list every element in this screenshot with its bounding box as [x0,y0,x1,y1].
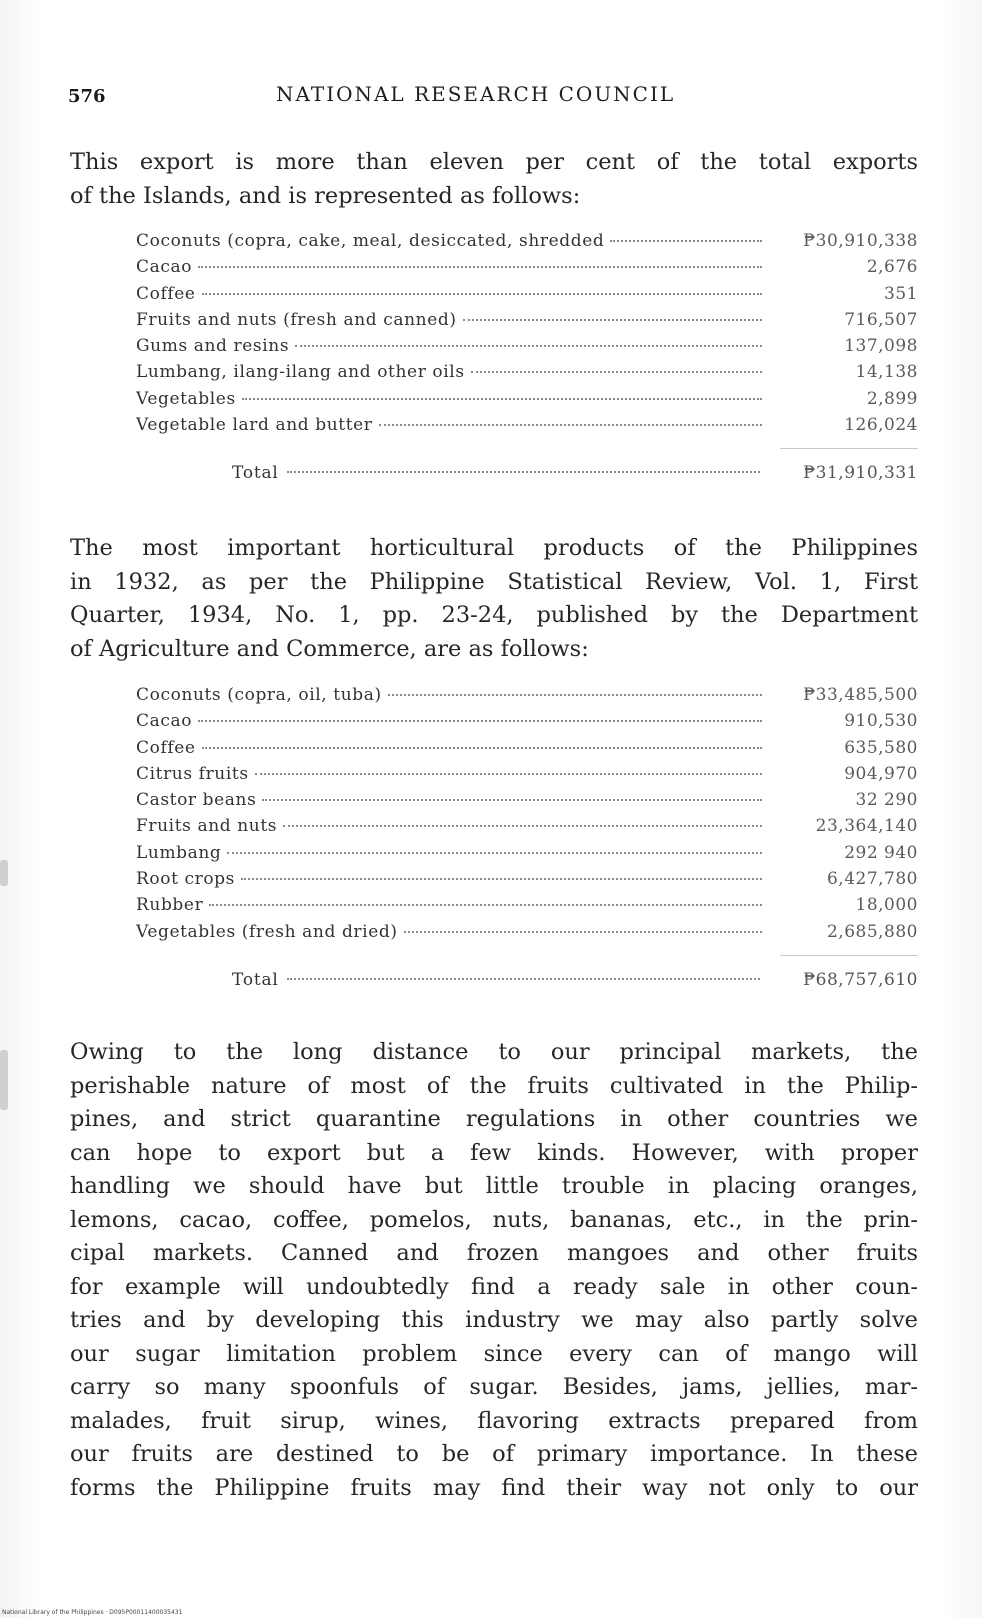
paragraph-line: perishable nature of most of the fruits cultivated in the Philip- [70,1072,918,1099]
row-label: Rubber [136,895,204,916]
row-label: Lumbang [136,842,222,863]
dot-leader [241,878,762,880]
paragraph-line: can hope to export but a few kinds. However, with proper [70,1139,918,1166]
table-row [136,386,918,412]
row-label: Gums and resins [136,336,290,357]
row-value: 2,676 [866,257,918,278]
paragraph-line: carry so many spoonfuls of sugar. Besides, jams, jellies, mar- [70,1374,918,1400]
row-value: 6,427,780 [826,869,918,890]
dot-leader [262,799,762,801]
paragraph-line: in 1932, as per the Philippine Statistical Review, Vol. 1, First [70,568,918,595]
row-value: 351 [884,283,918,304]
running-head: NATIONAL RESEARCH COUNCIL [276,82,676,106]
paragraph-line: pines, and strict quarantine regulations in other countries we [70,1106,918,1132]
row-value: 18,000 [855,895,918,916]
table-row [136,333,918,359]
dot-leader [287,471,760,473]
page-header [68,82,918,114]
exports-table [136,228,918,487]
total-rule [780,955,918,956]
dot-leader [198,266,762,268]
dot-leader [209,904,762,906]
row-label: Cacao [136,711,193,732]
table-row [136,735,918,761]
row-value: 292 940 [844,842,918,863]
total-label: Total [232,969,279,990]
row-label: Coconuts (copra, oil, tuba) [136,685,382,705]
paragraph-line: of Agriculture and Commerce, are as follows: [70,635,589,662]
dot-leader [463,319,762,321]
dot-leader [610,240,762,242]
table-row [136,787,918,813]
dot-leader [202,747,762,749]
table-row [136,892,918,918]
row-value: 126,024 [844,415,918,436]
dot-leader [198,720,762,722]
margin-artifact [0,1050,8,1110]
dot-leader [404,931,762,933]
table-row [136,708,918,734]
dot-leader [202,293,762,295]
total-value: ₱68,757,610 [803,969,918,990]
row-value: 2,899 [866,388,918,409]
row-label: Castor beans [136,790,257,811]
table-row [136,840,918,866]
paragraph-line: forms the Philippine fruits may find their way not only to our [70,1474,918,1501]
dot-leader [255,773,762,775]
total-label: Total [232,463,279,484]
row-label: Fruits and nuts (fresh and canned) [136,309,457,330]
table-row [136,254,918,280]
row-label: Cacao [136,257,193,278]
table-row [136,761,918,787]
row-value: 23,364,140 [815,816,918,837]
table-row [136,866,918,892]
dot-leader [287,978,760,980]
paragraph-line: our sugar limitation problem since every can of mango will [70,1340,918,1367]
total-row [136,966,918,994]
horticulture-table [136,682,918,994]
row-value: 716,507 [844,309,918,330]
paragraph-line: This export is more than eleven per cent of the total exports [70,149,918,175]
table-row [136,307,918,333]
total-row [136,459,918,487]
paragraph-line: The most important horticultural products of the Philippines [70,535,918,561]
row-value: 635,580 [844,737,918,758]
dot-leader [379,424,762,426]
row-value: 2,685,880 [826,921,918,942]
paragraph-line: handling we should have but little trouble in placing oranges, [70,1173,918,1199]
dot-leader [388,694,762,696]
row-value: 137,098 [844,336,918,357]
table-row [136,412,918,438]
table-row [136,919,918,945]
intro-paragraph [70,146,918,213]
row-label: Vegetables [136,388,236,409]
total-value: ₱31,910,331 [803,463,918,484]
row-value: 32 290 [855,790,918,811]
paragraph-line: Quarter, 1934, No. 1, pp. 23-24, published by the Department [70,602,918,628]
dot-leader [471,371,762,373]
row-label: Lumbang, ilang-ilang and other oils [136,362,465,383]
row-label: Coffee [136,737,196,758]
dot-leader [242,398,762,400]
table-row [136,359,918,385]
table-row [136,281,918,307]
dot-leader [295,345,762,347]
row-value: 910,530 [844,711,918,732]
row-label: Coffee [136,283,196,304]
paragraph-line: lemons, cacao, coffee, pomelos, nuts, bananas, etc., in the prin- [70,1206,918,1233]
page-number: 576 [68,86,106,107]
paragraph-line: cipal markets. Canned and frozen mangoes and other fruits [70,1240,918,1266]
row-value: 14,138 [855,362,918,383]
paragraph-line: tries and by developing this industry we may also partly solve [70,1307,918,1333]
row-label: Coconuts (copra, cake, meal, desiccated, shredded [136,231,605,251]
paragraph-line: for example will undoubtedly find a ready sale in other coun- [70,1273,918,1300]
row-value: ₱30,910,338 [803,231,918,251]
table-row [136,228,918,254]
paragraph-line: Owing to the long distance to our principal markets, the [70,1039,918,1065]
paragraph-line: malades, fruit sirup, wines, flavoring extracts prepared from [70,1407,918,1434]
row-value: ₱33,485,500 [803,685,918,705]
margin-artifact [0,860,8,886]
row-value: 904,970 [844,763,918,784]
row-label: Root crops [136,869,235,890]
paragraph-line: our fruits are destined to be of primary importance. In these [70,1441,918,1467]
table-row [136,813,918,839]
row-label: Fruits and nuts [136,816,278,837]
horticulture-paragraph [70,532,918,666]
row-label: Citrus fruits [136,763,249,784]
table-row [136,682,918,708]
total-rule [780,448,918,449]
paragraph-line: of the Islands, and is represented as follows: [70,182,581,209]
row-label: Vegetable lard and butter [136,415,373,436]
dot-leader [283,825,762,827]
row-label: Vegetables (fresh and dried) [136,921,398,942]
scan-credit: National Library of the Philippines · D095P00011400035431 [2,1609,183,1616]
dot-leader [227,852,762,854]
markets-paragraph [70,1036,918,1505]
